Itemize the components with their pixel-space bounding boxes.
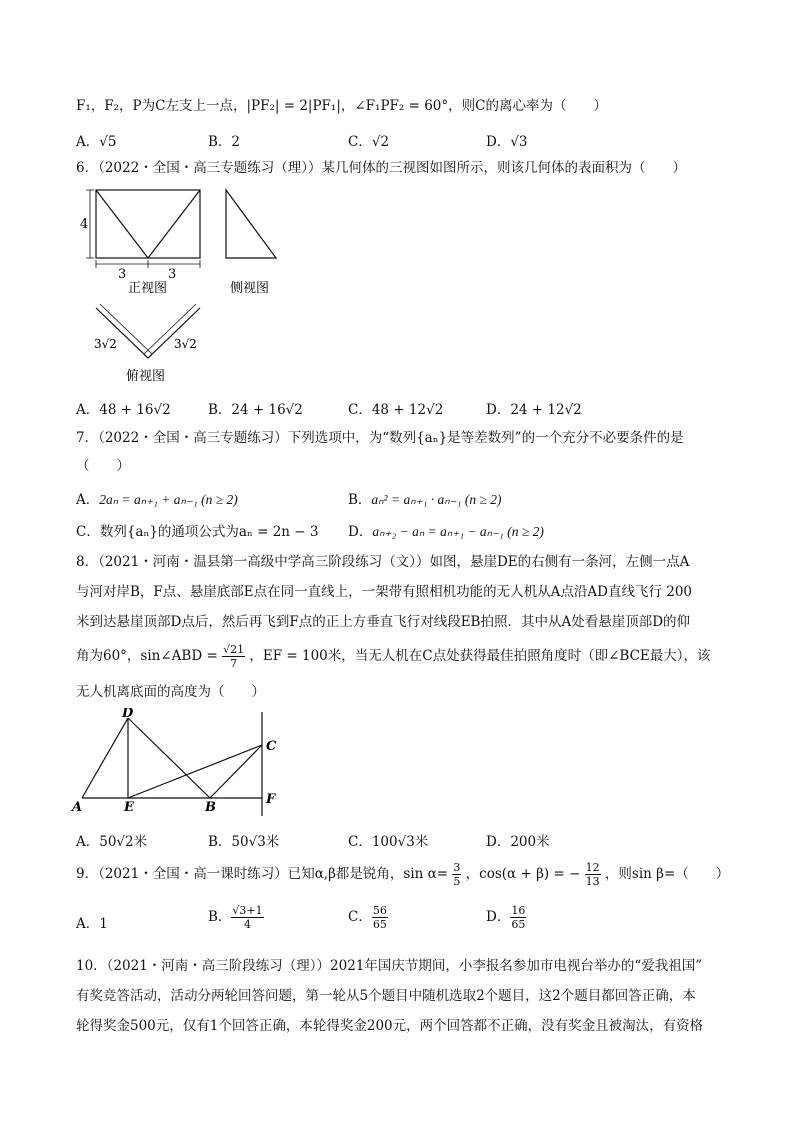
q7-stem: 7．（2022・全国・高三专题练习）下列选项中，为“数列{aₙ}是等差数列”的一个充分不必要条件的是 bbox=[76, 430, 684, 446]
q6-stem: 6．（2022・全国・高三专题练习（理））某几何体的三视图如图所示，则该几何体的表面积为（ ） bbox=[76, 160, 686, 176]
top-left-length-label: 3√2 bbox=[94, 337, 117, 351]
q6-option-d: D．24 + 12√2 bbox=[486, 402, 582, 418]
front-right-width-label: 3 bbox=[168, 267, 177, 282]
label-E: E bbox=[124, 800, 134, 815]
label-A: A bbox=[72, 800, 83, 815]
top-view-label: 俯视图 bbox=[126, 369, 166, 384]
q7-option-d: D．aₙ₊₂ − aₙ = aₙ₊₁ − aₙ₋₁ (n ≥ 2) bbox=[348, 524, 544, 540]
q6-option-b: B．24 + 16√2 bbox=[208, 402, 303, 418]
q8-option-c: C．100√3米 bbox=[348, 834, 429, 850]
q9-option-c: C． $\frac{56}{65}$ bbox=[348, 904, 387, 931]
q10-line-3: 轮得奖金500元，仅有1个回答正确，本轮得奖金200元，两个回答都不正确，没有奖金且被淘汰，有资格 bbox=[76, 1018, 704, 1034]
front-left-width-label: 3 bbox=[118, 267, 127, 282]
q5-option-c: C．√2 bbox=[348, 134, 390, 150]
q9-option-b: B． $\frac{√3+1}{4}$ bbox=[208, 904, 263, 931]
q8-option-d: D．200米 bbox=[486, 834, 550, 850]
q10-line-2: 有奖竞答活动，活动分两轮回答问题，第一轮从5个题目中随机选取2个题目，这2个题目都回答正确，本 bbox=[76, 988, 696, 1004]
q8-option-a: A．50√2米 bbox=[76, 834, 148, 850]
q9-option-d: D． $\frac{16}{65}$ bbox=[486, 904, 526, 931]
front-view-rect bbox=[96, 190, 200, 258]
q6-three-view-figure bbox=[76, 180, 306, 390]
q8-cliff-figure bbox=[70, 708, 300, 820]
q9-stem: 9．（2021・全国・高一课时练习）已知α,β都是锐角，sin α= $\frac{3}{5}$ ，cos(α + β) = − $\frac{12}{13}$ ，则sin β=（ ） bbox=[76, 861, 730, 888]
line-EC bbox=[128, 745, 262, 798]
line-BC bbox=[210, 745, 262, 798]
line-DB bbox=[128, 718, 210, 798]
q5-option-a: A．√5 bbox=[76, 134, 117, 150]
top-right-length-label: 3√2 bbox=[174, 337, 197, 351]
q7-option-c: C．数列{aₙ}的通项公式为aₙ = 2n − 3 bbox=[76, 524, 319, 540]
label-C: C bbox=[266, 739, 277, 754]
q5-option-b: B．2 bbox=[208, 134, 241, 150]
line-AD bbox=[82, 718, 128, 798]
label-B: B bbox=[205, 800, 216, 815]
q8-line-4: 角为60°，sin∠ABD = $\frac{√21}{7}$ ，EF = 100米，当无人机在C点处获得最佳拍照角度时（即∠BCE最大），该 bbox=[76, 643, 711, 670]
q9-option-a: A．1 bbox=[76, 916, 108, 932]
q7-option-b: B．aₙ² = aₙ₊₁ · aₙ₋₁ (n ≥ 2) bbox=[348, 492, 502, 508]
q8-line-5: 无人机离底面的高度为（ ） bbox=[76, 684, 265, 700]
front-height-label: 4 bbox=[80, 217, 89, 232]
q7-option-a: A．2aₙ = aₙ₊₁ + aₙ₋₁ (n ≥ 2) bbox=[76, 492, 238, 508]
q8-sin-fraction: $\frac{√21}{7}$ bbox=[223, 643, 245, 670]
q8-line-3: 米到达悬崖顶部D点后，然后再飞到F点的正上方垂直飞行对线段EB拍照．其中从A处看悬崖顶部D的仰 bbox=[76, 614, 691, 630]
q5-stem: F₁，F₂，P为C左支上一点，|PF₂| = 2|PF₁|，∠F₁PF₂ = 60°，则C的离心率为（ ） bbox=[76, 98, 607, 114]
q8-line-2: 与河对岸B，F点、悬崖底部E点在同一直线上，一架带有照相机功能的无人机从A点沿AD直线飞行 200 bbox=[76, 584, 693, 600]
q8-line-1: 8．（2021・河南・温县第一高级中学高三阶段练习（文））如图，悬崖DE的右侧有一条河，左侧一点A bbox=[76, 554, 690, 570]
q6-option-c: C．48 + 12√2 bbox=[348, 402, 444, 418]
label-F: F bbox=[266, 792, 276, 807]
q9-cos-fraction: $\frac{12}{13}$ bbox=[585, 861, 600, 888]
side-view-label: 侧视图 bbox=[230, 281, 270, 296]
q6-option-a: A．48 + 16√2 bbox=[76, 402, 171, 418]
front-view-label: 正视图 bbox=[128, 281, 168, 296]
q9-sin-alpha-fraction: $\frac{3}{5}$ bbox=[453, 861, 461, 888]
q5-option-d: D．√3 bbox=[486, 134, 528, 150]
q7-stem-tail: （ ） bbox=[76, 458, 130, 474]
side-view bbox=[226, 190, 276, 258]
front-view bbox=[86, 190, 200, 268]
label-D: D bbox=[122, 708, 134, 721]
q10-line-1: 10．（2021・河南・高三阶段练习（理））2021年国庆节期间，小李报名参加市电视台举办的“爱我祖国” bbox=[76, 958, 703, 974]
q8-option-b: B．50√3米 bbox=[208, 834, 280, 850]
